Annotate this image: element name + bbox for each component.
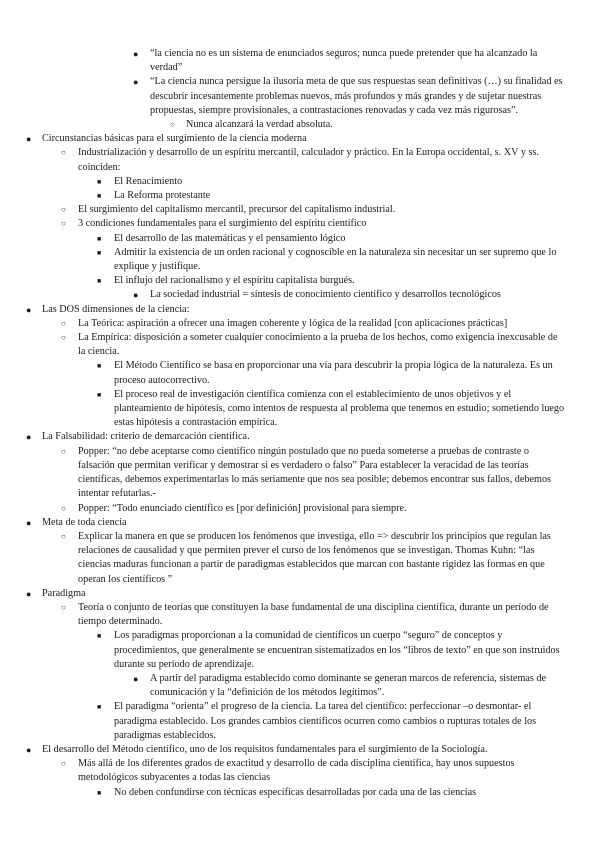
list-item <box>0 700 600 743</box>
bullet-filled-icon: ● <box>26 134 32 145</box>
list-item <box>0 288 600 302</box>
bullet-filled-icon: ● <box>133 290 139 301</box>
list-item <box>0 175 600 189</box>
list-item <box>0 430 600 444</box>
list-item <box>0 217 600 231</box>
list-item <box>0 445 600 502</box>
list-item <box>0 232 600 246</box>
list-item <box>0 274 600 288</box>
list-item-text: La sociedad industrial = síntesis de conocimiento científico y desarrollos tecnológicos <box>150 289 501 301</box>
list-item-text: Teoría o conjunto de teorías que constituyen la base fundamental de una disciplina científica, durante un período de tiempo determinado. <box>78 601 549 628</box>
list-item-text: La Falsabilidad: criterio de demarcación científica. <box>42 431 250 443</box>
list-item-text: Nunca alcanzará la verdad absoluta. <box>186 119 333 131</box>
list-item-text: 3 condiciones fundamentales para el surgimiento del espíritu científico <box>78 218 367 230</box>
list-item-text: Más allá de los diferentes grados de exactitud y desarrollo de cada disciplina científica, hay unos supuestos metodológicos subyacentes a todas las ciencias <box>78 758 515 784</box>
bullet-filled-icon: ● <box>26 517 32 528</box>
list-item <box>0 587 600 601</box>
bullet-hollow-icon: ○ <box>61 219 66 229</box>
bullet-hollow-icon: ○ <box>61 759 66 769</box>
bullet-square-icon: ■ <box>97 234 102 243</box>
list-item <box>0 502 600 516</box>
list-item-text: Popper: “no debe aceptarse como científico ningún postulado que no pueda someterse a pruebas de contraste o falsación que permitan verificar y demostrar si es verdadero o falso” Para establecer la veracidad de las teorías científicas, debemos experimentarlas lo más seriamente que nos sea posible; debemos encontrar sus fallos, debemos intentar refutarlas.- <box>78 445 552 500</box>
list-item <box>0 516 600 530</box>
bullet-filled-icon: ● <box>26 304 32 315</box>
list-item <box>0 303 600 317</box>
bullet-square-icon: ■ <box>97 632 102 641</box>
list-item <box>0 118 600 132</box>
list-item-text: El Renacimiento <box>114 175 183 187</box>
list-item-text: Industrialización y desarrollo de un espíritu mercantil, calculador y práctico. En la Europa occidental, s. XV y ss. coinciden: <box>78 147 539 173</box>
bullet-filled-icon: ● <box>133 673 139 684</box>
list-item-text: Las DOS dimensiones de la ciencia: <box>42 303 190 315</box>
bullet-hollow-icon: ○ <box>61 333 66 343</box>
list-item-text: Admitir la existencia de un orden racional y cognoscible en la naturaleza sin necesitar un ser supremo que lo explique y justifique. <box>114 246 557 273</box>
bullet-square-icon: ■ <box>97 362 102 371</box>
list-item-text: El influjo del racionalismo y el espíritu capitalista burgués. <box>114 275 355 287</box>
bullet-hollow-icon: ○ <box>61 446 66 456</box>
list-item <box>0 146 600 174</box>
bullet-filled-icon: ● <box>133 49 139 59</box>
list-item <box>0 388 600 431</box>
list-item-text: El proceso real de investigación científica comienza con el establecimiento de unos objetivos y el planteamiento de hipótesis, como intentos de respuesta al problema que tenemos en estudio; sometiendo luego estas hipótesis a contrastación empírica. <box>114 388 565 429</box>
bullet-hollow-icon: ○ <box>61 205 66 215</box>
list-item <box>0 317 600 331</box>
list-item-text: Los paradigmas proporcionan a la comunidad de científicos un cuerpo “seguro” de conceptos y procedimientos, que generalmente se encuentran sistematizados en los “libros de texto” en que son instruidos durante su período de aprendizaje. <box>114 630 560 670</box>
list-item <box>0 601 600 629</box>
bullet-hollow-icon: ○ <box>61 531 66 541</box>
list-item-text: Circunstancias básicas para el surgimiento de la ciencia moderna <box>42 133 307 145</box>
list-item-text: Popper: “Todo enunciado científico es [por definición] provisional para siempre. <box>78 502 407 514</box>
list-item <box>0 786 600 800</box>
list-item <box>0 672 600 700</box>
list-item-text: El desarrollo del Método científico, uno de los requisitos fundamentales para el surgimiento de la Sociología. <box>42 743 488 755</box>
list-item <box>0 629 600 672</box>
list-item-text: El desarrollo de las matemáticas y el pensamiento lógico <box>114 232 346 244</box>
list-item <box>0 246 600 274</box>
list-item-text: Paradigma <box>42 587 86 599</box>
bullet-square-icon: ■ <box>97 703 102 712</box>
list-item-text: No deben confundirse con técnicas específicas desarrolladas por cada una de las ciencias <box>114 786 477 798</box>
bullet-square-icon: ■ <box>97 390 102 399</box>
list-item-text: Explicar la manera en que se producen los fenómenos que investiga, ello => descubrir los principios que regulan las relaciones de causalidad y que permiten prever el curso de los fenómenos que se investigan. Thomas Kuhn: “las ciencias maduras funcionan a partir de paradigmas establecidos que marcan con bastante rigidez las formas en que operan los científicos ” <box>78 530 551 585</box>
list-item-text: La Empírica: disposición a someter cualquier conocimiento a la prueba de los hechos, como exigencia inexcusable de la ciencia. <box>78 332 558 358</box>
bullet-filled-icon: ● <box>133 77 139 88</box>
list-item <box>0 757 600 785</box>
list-item-text: El surgimiento del capitalismo mercantil, precursor del capitalismo industrial. <box>78 204 396 216</box>
list-item <box>0 132 600 146</box>
bullet-filled-icon: ● <box>26 744 32 755</box>
list-item-text: La Reforma protestante <box>114 190 211 202</box>
list-item-text: “La ciencia nunca persigue la ilusoria meta de que sus respuestas sean definitivas (…) su finalidad es descubrir incesantemente problemas nuevos, más profundos y más grandes y de sujetar nuestras propuestas, siempre provisionales, a contrastaciones renovadas y cada vez más rigurosas”. <box>150 76 563 116</box>
list-item <box>0 47 600 75</box>
list-item <box>0 743 600 757</box>
bullet-square-icon: ■ <box>97 248 102 257</box>
list-item-text: El paradigma “orienta” el progreso de la ciencia. La tarea del científico: perfeccionar –o desmontar- el paradigma establecido. Los grandes cambios científicos ocurren como cambios o rupturas totales de los paradigmas establecidos. <box>114 701 537 741</box>
bullet-hollow-icon: ○ <box>61 602 66 612</box>
list-item <box>0 189 600 203</box>
list-item-text: El Método Científico se basa en proporcionar una vía para descubrir la propia lógica de la naturaleza. Es un proceso autocorrectivo. <box>114 360 553 386</box>
list-item <box>0 359 600 387</box>
list-item <box>0 75 600 118</box>
list-item-text: “la ciencia no es un sistema de enunciados seguros; nunca puede pretender que ha alcanzado la verdad” <box>150 48 538 74</box>
bullet-filled-icon: ● <box>26 588 32 599</box>
bullet-filled-icon: ● <box>26 432 32 443</box>
list-item-text: A partir del paradigma establecido como dominante se generan marcos de referencia, sistemas de comunicación y la “definición de los métodos legítimos”. <box>150 672 547 699</box>
bullet-square-icon: ■ <box>97 277 102 286</box>
bullet-hollow-icon: ○ <box>170 120 175 130</box>
list-item <box>0 203 600 217</box>
bullet-square-icon: ■ <box>97 177 102 186</box>
bullet-hollow-icon: ○ <box>61 318 66 328</box>
list-item-text: La Teórica: aspiración a ofrecer una imagen coherente y lógica de la realidad [con aplicaciones prácticas] <box>78 317 508 329</box>
bullet-square-icon: ■ <box>97 192 102 201</box>
list-item <box>0 331 600 359</box>
list-item-text: Meta de toda ciencia <box>42 516 127 528</box>
bullet-hollow-icon: ○ <box>61 148 66 158</box>
list-item <box>0 530 600 587</box>
bullet-square-icon: ■ <box>97 788 102 797</box>
bullet-hollow-icon: ○ <box>61 503 66 513</box>
